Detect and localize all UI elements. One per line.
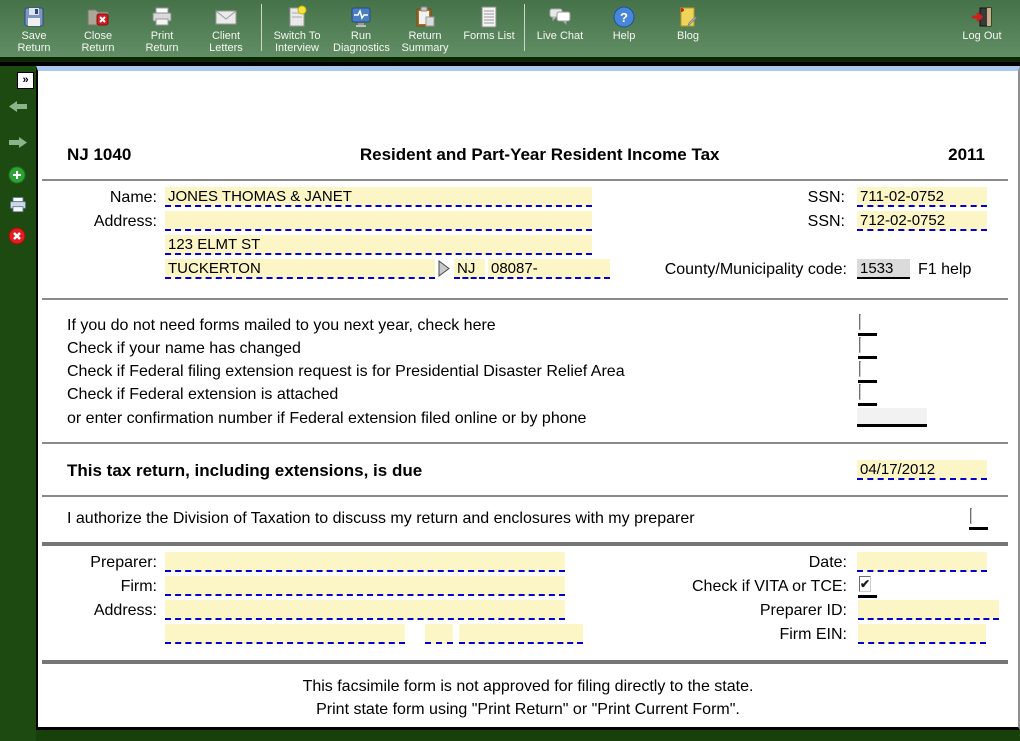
due-date-label: This tax return, including extensions, is due bbox=[67, 461, 423, 480]
toolbar-separator bbox=[261, 4, 262, 51]
toolbar-button-label: Log Out bbox=[962, 30, 1002, 42]
divider bbox=[42, 298, 1008, 300]
back-arrow-icon[interactable] bbox=[8, 100, 28, 120]
live-chat-button[interactable] bbox=[528, 3, 592, 42]
form-id: NJ 1040 bbox=[67, 145, 132, 164]
county-code-label: County/Municipality code: bbox=[664, 261, 847, 278]
help-icon bbox=[612, 3, 636, 30]
expand-panel-tab[interactable]: » bbox=[17, 72, 34, 89]
preparer-zip-field[interactable] bbox=[459, 624, 583, 644]
vita-tce-label: Check if VITA or TCE: bbox=[691, 578, 847, 595]
name-changed-checkbox[interactable] bbox=[858, 336, 877, 359]
firm-ein-field[interactable] bbox=[858, 624, 986, 644]
interview-icon bbox=[285, 3, 309, 30]
toolbar-button-label: Switch To Interview bbox=[273, 30, 321, 54]
print-form-icon[interactable] bbox=[8, 195, 28, 215]
checkbox-box bbox=[859, 384, 861, 400]
page-title: Resident and Part-Year Resident Income Tax bbox=[359, 145, 720, 164]
ssn-primary-label: SSN: bbox=[807, 189, 845, 206]
preparer-address-label: Address: bbox=[93, 602, 157, 619]
forms-list-icon bbox=[477, 3, 501, 30]
help-button[interactable] bbox=[592, 3, 656, 42]
f1-help-text: F1 help bbox=[918, 261, 972, 278]
summary-icon bbox=[413, 3, 437, 30]
toolbar-separator bbox=[524, 4, 525, 51]
chat-icon bbox=[548, 3, 572, 30]
jump-arrow-icon[interactable] bbox=[437, 260, 451, 282]
save-icon bbox=[22, 3, 46, 30]
preparer-city-field[interactable] bbox=[165, 624, 405, 644]
preparer-id-field[interactable] bbox=[858, 600, 999, 620]
save-return-button[interactable] bbox=[2, 3, 66, 54]
section-divider bbox=[42, 542, 1008, 546]
checkbox-box bbox=[970, 508, 972, 524]
checkbox-box bbox=[859, 361, 861, 377]
divider bbox=[42, 179, 1008, 181]
client-letters-button[interactable] bbox=[194, 3, 258, 54]
name-label: Name: bbox=[109, 189, 157, 206]
zip-field[interactable]: 08087- bbox=[488, 259, 610, 279]
address-label: Address: bbox=[93, 213, 157, 230]
nj1040-form bbox=[38, 71, 1018, 727]
option-line: Check if your name has changed bbox=[67, 340, 301, 357]
federal-extension-checkbox[interactable] bbox=[858, 383, 877, 406]
preparer-address-field[interactable] bbox=[165, 600, 565, 620]
left-sidebar bbox=[0, 66, 36, 741]
logout-icon bbox=[970, 3, 994, 30]
firm-label: Firm: bbox=[120, 578, 157, 595]
checkbox-box bbox=[859, 314, 861, 330]
disaster-relief-checkbox[interactable] bbox=[858, 360, 877, 383]
ssn-primary-field[interactable]: 711-02-0752 bbox=[857, 187, 987, 207]
confirmation-number-field[interactable] bbox=[857, 408, 927, 427]
authorize-preparer-label: I authorize the Division of Taxation to discuss my return and enclosures with my preparer bbox=[67, 510, 695, 527]
svg-text:?: ? bbox=[620, 9, 628, 25]
toolbar-button-label: Close Return bbox=[81, 30, 115, 54]
divider bbox=[42, 495, 1008, 497]
run-diagnostics-button[interactable] bbox=[329, 3, 393, 54]
toolbar-button-label: Forms List bbox=[463, 30, 515, 42]
return-summary-button[interactable] bbox=[393, 3, 457, 54]
log-out-button[interactable] bbox=[950, 3, 1014, 42]
ssn-spouse-label: SSN: bbox=[807, 213, 845, 230]
divider bbox=[42, 442, 1008, 444]
firm-name-field[interactable] bbox=[165, 576, 565, 596]
toolbar-button-label: Save Return bbox=[17, 30, 51, 54]
street-field[interactable]: 123 ELMT ST bbox=[165, 235, 592, 255]
facsimile-notice-line2: Print state form using "Print Return" or "Print Current Form". bbox=[316, 701, 740, 718]
authorize-preparer-checkbox[interactable] bbox=[969, 507, 988, 530]
form-header bbox=[38, 145, 1018, 165]
county-code-field[interactable]: 1533 bbox=[857, 259, 910, 279]
vita-tce-checkbox[interactable] bbox=[858, 575, 877, 598]
toolbar-button-label: Return Summary bbox=[401, 30, 449, 54]
no-forms-mailed-checkbox[interactable] bbox=[858, 313, 877, 336]
main-toolbar bbox=[0, 0, 1020, 57]
checkbox-box bbox=[859, 337, 861, 353]
option-line: or enter confirmation number if Federal extension filed online or by phone bbox=[67, 410, 587, 427]
section-divider bbox=[42, 660, 1008, 664]
option-line: Check if Federal filing extension request is for Presidential Disaster Relief Area bbox=[67, 363, 625, 380]
facsimile-notice-line1: This facsimile form is not approved for filing directly to the state. bbox=[302, 678, 754, 695]
switch-to-interview-button[interactable] bbox=[265, 3, 329, 54]
form-viewport bbox=[36, 66, 1020, 730]
toolbar-button-label: Client Letters bbox=[209, 30, 243, 54]
name-field[interactable]: JONES THOMAS & JANET bbox=[165, 187, 592, 207]
preparer-date-label: Date: bbox=[808, 554, 847, 571]
close-return-icon bbox=[86, 3, 110, 30]
state-field[interactable]: NJ bbox=[454, 259, 485, 279]
option-line: If you do not need forms mailed to you next year, check here bbox=[67, 317, 496, 334]
ssn-spouse-field[interactable]: 712-02-0752 bbox=[857, 211, 987, 231]
toolbar-button-label: Help bbox=[612, 30, 636, 42]
forms-list-button[interactable] bbox=[457, 3, 521, 42]
preparer-state-field[interactable] bbox=[425, 624, 453, 644]
preparer-label: Preparer: bbox=[90, 554, 157, 571]
preparer-name-field[interactable] bbox=[165, 552, 565, 572]
city-field[interactable]: TUCKERTON bbox=[165, 259, 435, 279]
form-year: 2011 bbox=[948, 145, 985, 164]
due-date-field[interactable]: 04/17/2012 bbox=[857, 460, 987, 480]
print-return-button[interactable] bbox=[130, 3, 194, 54]
add-form-icon[interactable] bbox=[8, 166, 28, 186]
envelope-icon bbox=[214, 3, 238, 30]
toolbar-button-label: Run Diagnostics bbox=[333, 30, 390, 54]
option-line: Check if Federal extension is attached bbox=[67, 386, 339, 403]
checkbox-checkmark: ✔ bbox=[860, 577, 871, 591]
print-icon bbox=[150, 3, 174, 30]
forward-arrow-icon[interactable] bbox=[8, 136, 28, 156]
toolbar-button-label: Live Chat bbox=[536, 30, 584, 42]
blog-icon bbox=[676, 3, 700, 30]
preparer-id-label: Preparer ID: bbox=[759, 602, 847, 619]
delete-form-icon[interactable] bbox=[8, 227, 28, 247]
address2-field[interactable] bbox=[165, 211, 592, 231]
preparer-date-field[interactable] bbox=[857, 552, 987, 572]
diagnostics-icon bbox=[349, 3, 373, 30]
firm-ein-label: Firm EIN: bbox=[779, 626, 847, 643]
toolbar-button-label: Blog bbox=[676, 30, 700, 42]
toolbar-button-label: Print Return bbox=[145, 30, 179, 54]
blog-button[interactable] bbox=[656, 3, 720, 42]
close-return-button[interactable] bbox=[66, 3, 130, 54]
